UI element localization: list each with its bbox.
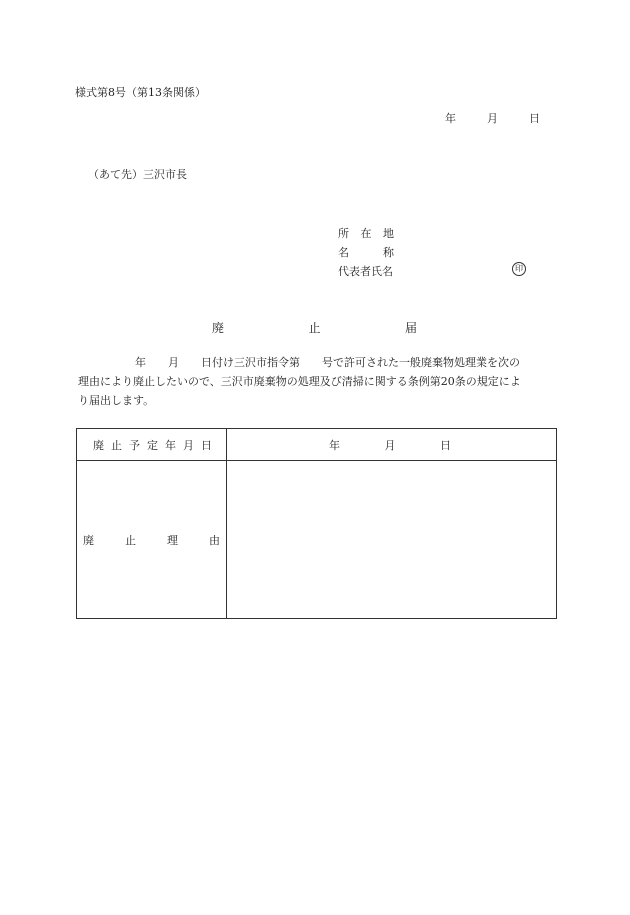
title-char: 廃 bbox=[212, 321, 225, 335]
location-row bbox=[338, 224, 394, 243]
applicant-block bbox=[338, 224, 394, 281]
location-char: 地 bbox=[383, 227, 394, 240]
value-year: 年 bbox=[329, 438, 340, 452]
label-char: 廃 bbox=[83, 533, 94, 547]
label-char: 年 bbox=[165, 438, 176, 452]
planned-date-label bbox=[77, 429, 227, 461]
form-number: 様式第8号（第13条関係） bbox=[75, 86, 206, 99]
name-char: 称 bbox=[383, 246, 394, 259]
label-char: 日 bbox=[201, 438, 212, 452]
reason-label bbox=[77, 461, 227, 619]
table-row bbox=[77, 429, 557, 461]
label-char: 廃 bbox=[93, 438, 104, 452]
location-char: 所 bbox=[338, 227, 349, 240]
label-char: 理 bbox=[167, 533, 178, 547]
name-label bbox=[338, 243, 394, 262]
body-text bbox=[78, 353, 553, 410]
label-char: 定 bbox=[147, 438, 158, 452]
planned-date-value[interactable] bbox=[227, 429, 557, 461]
table-row bbox=[77, 461, 557, 619]
label-char: 予 bbox=[129, 438, 140, 452]
representative-row bbox=[338, 262, 394, 281]
reason-value[interactable] bbox=[227, 461, 557, 619]
label-char: 止 bbox=[125, 533, 136, 547]
label-char: 由 bbox=[209, 533, 220, 547]
label-char: 月 bbox=[183, 438, 194, 452]
body-line-2: 理由により廃止したいので、三沢市廃棄物の処理及び清掃に関する条例第20条の規定によ bbox=[78, 375, 521, 388]
value-day: 日 bbox=[440, 438, 451, 452]
title-char: 届 bbox=[404, 321, 417, 335]
label-char: 止 bbox=[111, 438, 122, 452]
date-month: 月 bbox=[487, 112, 498, 125]
name-char: 名 bbox=[338, 246, 349, 259]
document-title bbox=[212, 319, 417, 336]
value-month: 月 bbox=[384, 438, 396, 452]
body-line-3: り届出します。 bbox=[78, 394, 155, 407]
submission-date bbox=[445, 110, 540, 126]
body-line-1: 年 月 日付け三沢市指令第 号で許可された一般廃棄物処理業を次の bbox=[135, 356, 520, 369]
title-char: 止 bbox=[308, 321, 321, 335]
name-row bbox=[338, 243, 394, 262]
addressee: （あて先）三沢市長 bbox=[88, 168, 187, 181]
date-year: 年 bbox=[445, 112, 456, 125]
seal-mark: 印 bbox=[512, 262, 526, 276]
location-label bbox=[338, 224, 394, 243]
form-table bbox=[76, 428, 557, 619]
representative-label: 代表者氏名 bbox=[338, 265, 393, 278]
location-char: 在 bbox=[360, 227, 372, 240]
date-day: 日 bbox=[529, 112, 540, 125]
